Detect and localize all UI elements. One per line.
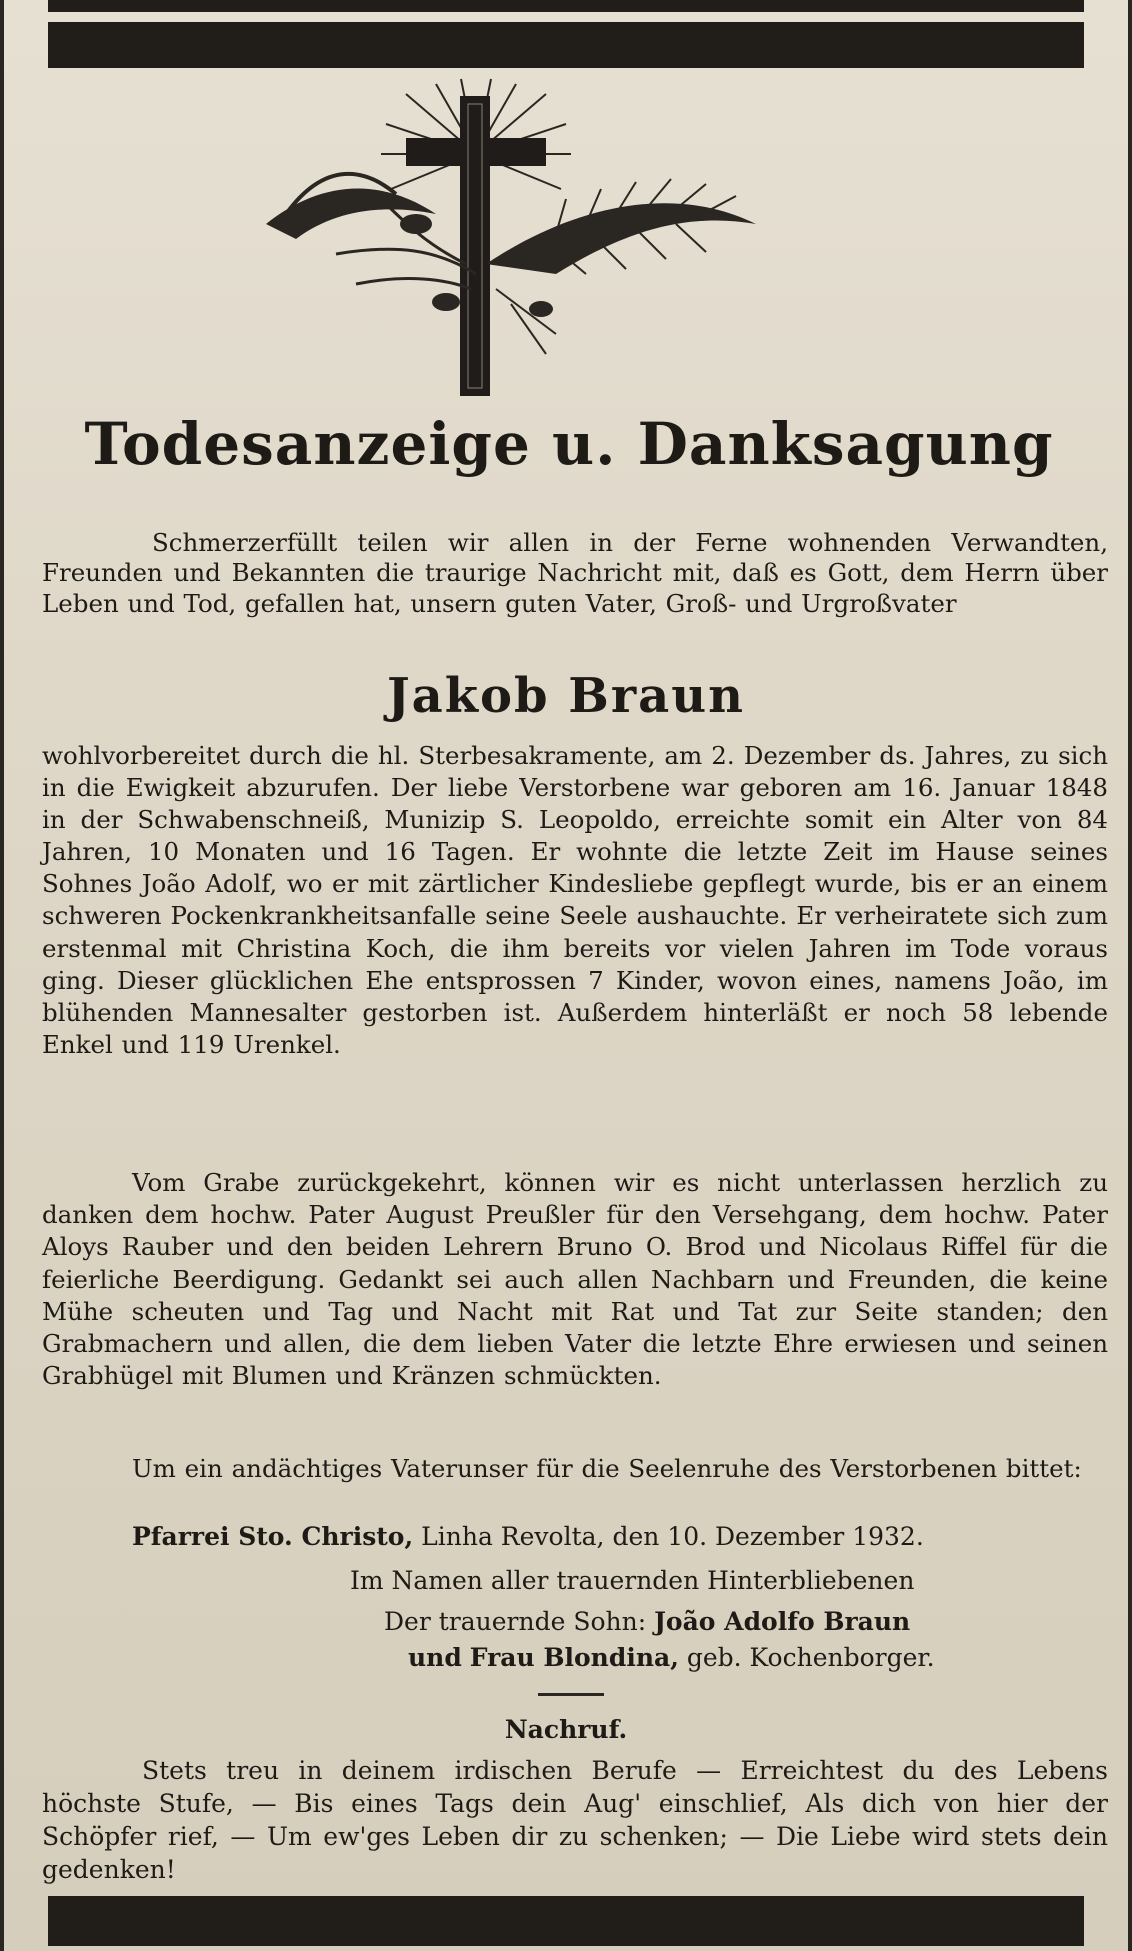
section-divider — [538, 1693, 604, 1696]
signature-intro: Im Namen aller trauernden Hinterbliebenen — [350, 1566, 915, 1595]
signature-son-line — [384, 1607, 910, 1636]
signature-wife: Frau Blondina, — [469, 1643, 679, 1672]
place-date-line — [132, 1522, 1098, 1551]
prayer-request: Um ein andächtiges Vaterunser für die Seelenruhe des Verstorbenen bittet: — [132, 1454, 1082, 1483]
place-and-date: Linha Revolta, den 10. Dezember 1932. — [421, 1522, 924, 1551]
signature-son-label: Der trauernde Sohn: — [384, 1607, 647, 1636]
signature-and: und — [408, 1643, 462, 1672]
top-heavy-rule — [48, 22, 1084, 68]
cross-palm-emblem — [256, 74, 896, 404]
biography-paragraph: wohlvorbereitet durch die hl. Sterbesakramente, am 2. Dezember ds. Jahres, zu sich in die Ewigkeit abzurufen. Der liebe Verstorbene war geboren am 16. Januar 1848 in der Schwabenschneiß, Munizip S. Leopoldo, erreichte somit ein Alter von 84 Jahren, 10 Monaten und 16 Tagen. Er wohnte die letzte Zeit im Hause seines Sohnes João Adolf, wo er mit zärtlicher Kindesliebe gepflegt wurde, bis er an einem schweren Pockenkrankheitsanfalle seine Seele aushauchte. Er verheiratete sich zum erstenmal mit Christina Koch, die ihm bereits vor vielen Jahren im Tode voraus ging. Dieser glücklichen Ehe entsprossen 7 Kinder, wovon eines, namens João, im blühenden Mannesalter gestorben ist. Außerdem hinterläßt er noch 58 lebende Enkel und 119 Urenkel. — [42, 741, 1108, 1059]
deceased-name: Jakob Braun — [386, 668, 746, 724]
top-border-rule — [48, 0, 1084, 12]
thanks-paragraph: Vom Grabe zurückgekehrt, können wir es nicht unterlassen herzlich zu danken dem hochw. Pater August Preußler für den Versehgang, dem hochw. Pater Aloys Rauber und den beiden Lehrern Bruno O. Brod und Nicolaus Riffel für die feierliche Beerdigung. Gedankt sei auch allen Nachbarn und Freunden, die keine Mühe scheuten und Tag und Nacht mit Rat und Tat zur Seite standen; den Grabmachern und allen, die dem lieben Vater die letzte Ehre erwiesen und seinen Grabhügel mit Blumen und Kränzen schmückten. — [42, 1168, 1108, 1391]
nachruf-poem: Stets treu in deinem irdischen Berufe — Erreichtest du des Lebens höchste Stufe, — Bis eines Tags dein Aug' einschlief, Als dich von hier der Schöpfer rief, — Um ew'ges Leben dir zu schenken; — Die Liebe wird stets dein gedenken! — [42, 1756, 1108, 1884]
signature-wife-line — [408, 1643, 935, 1672]
headline: Todesanzeige u. Danksagung — [84, 410, 1054, 478]
nachruf-title: Nachruf. — [504, 1715, 628, 1744]
parish-name: Pfarrei Sto. Christo, — [132, 1522, 414, 1551]
intro-paragraph: Schmerzerfüllt teilen wir allen in der Ferne wohnenden Verwandten, Freunden und Bekannten die traurige Nachricht mit, daß es Gott, dem Herrn über Leben und Tod, gefallen hat, unsern guten Vater, Groß- und Urgroßvater — [42, 528, 1108, 618]
bottom-heavy-rule — [48, 1896, 1084, 1946]
signature-wife-maiden: geb. Kochenborger. — [686, 1643, 935, 1672]
signature-son-name: João Adolfo Braun — [654, 1607, 911, 1636]
